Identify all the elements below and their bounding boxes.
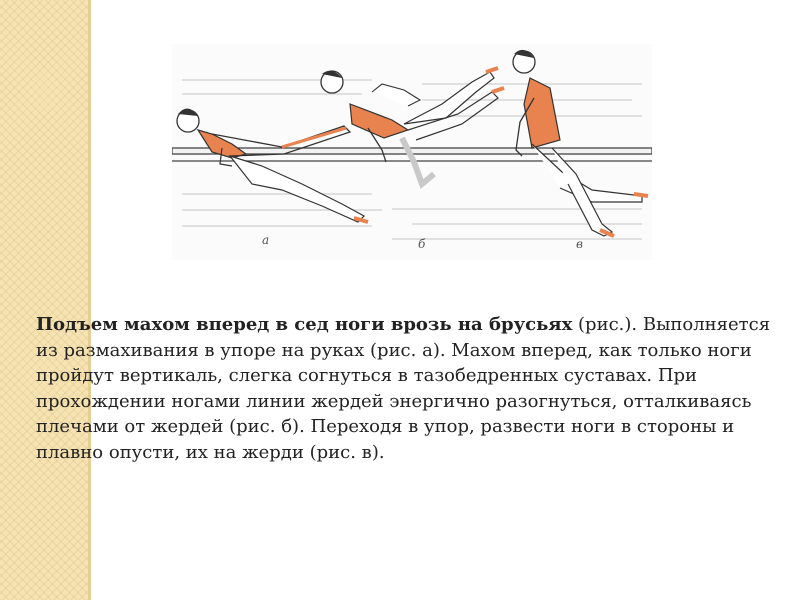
figure-label-b: б <box>418 237 426 251</box>
exercise-description: Выполняется из размахивания в упоре на руках (рис. а). Махом вперед, как только ноги пройдут вертикаль, слегка согнуться в тазобедренных суставах. При прохождении ногами линии жердей энергично разогнуться, отталкиваясь плечами от жердей (рис. б). Переходя в упор, развести ноги в стороны и плавно опусти, их на жерди (рис. в). <box>36 314 771 463</box>
exercise-title: Подъем махом вперед в сед ноги врозь на брусьях <box>36 314 573 335</box>
gymnast-figure-a <box>177 108 368 222</box>
figure-label-c: в <box>576 237 583 251</box>
decorative-stripe-edge <box>88 0 91 600</box>
gymnast-figure-c <box>513 50 648 236</box>
gymnastics-illustration <box>172 44 652 260</box>
exercise-title-tail: (рис.). <box>572 314 638 335</box>
illustration <box>172 44 652 260</box>
decorative-stripe <box>0 0 88 600</box>
gymnast-figure-b <box>321 68 504 184</box>
description-paragraph <box>36 312 776 465</box>
figure-label-a: а <box>262 233 270 247</box>
